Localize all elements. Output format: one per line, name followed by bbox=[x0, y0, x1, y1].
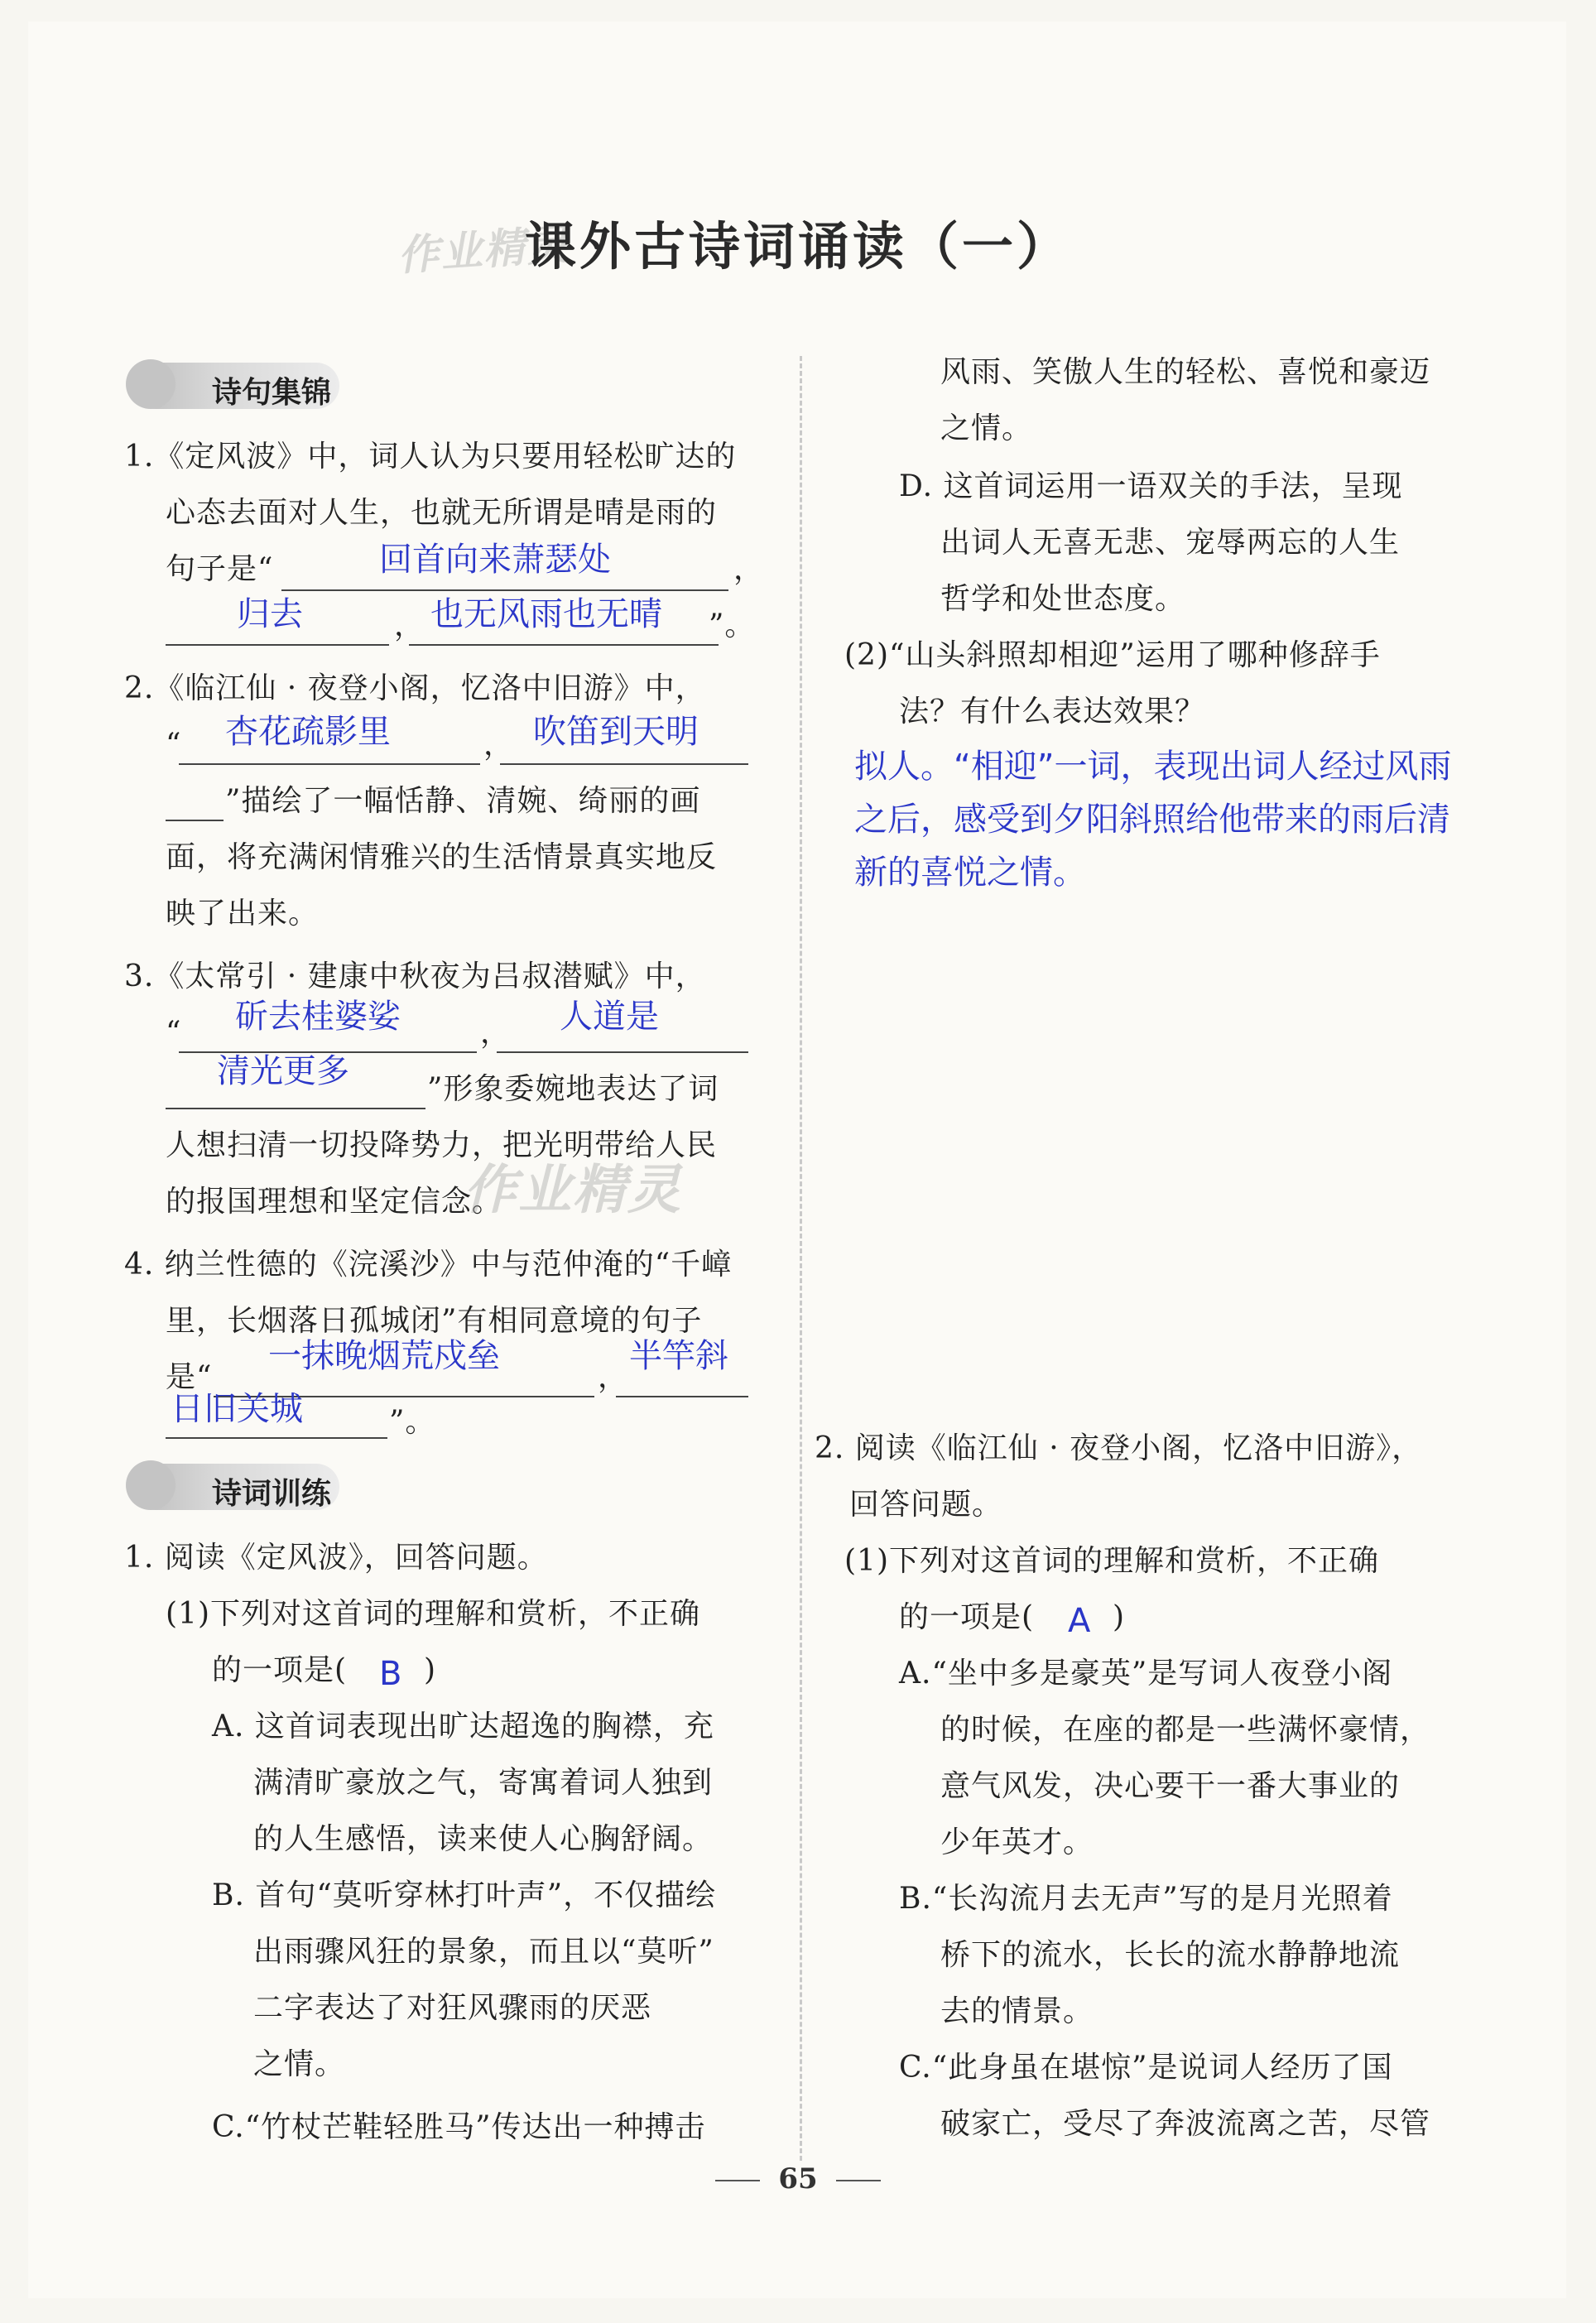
q3-blank2[interactable] bbox=[497, 1051, 748, 1053]
q3-line2-pre: “ bbox=[166, 1016, 182, 1050]
q2-line1: 2.《临江仙 · 夜登小阁，忆洛中旧游》中， bbox=[124, 671, 706, 705]
watermark-mid: 作业精灵 bbox=[464, 1160, 682, 1221]
q2-line2-mid: ， bbox=[483, 728, 515, 762]
t1-optA-line1: A. 这首词表现出旷达超逸的胸襟，充 bbox=[212, 1710, 714, 1743]
t2-s1-answer: A bbox=[1068, 1602, 1091, 1640]
footer-dash-left bbox=[715, 2180, 760, 2181]
t1-optB-line4: 之情。 bbox=[253, 2047, 346, 2081]
t1-optB-line1: B. 首句“莫听穿林打叶声”，不仅描绘 bbox=[212, 1878, 717, 1912]
q2-blank1[interactable] bbox=[179, 763, 480, 765]
q3-answer3: 清光更多 bbox=[217, 1052, 349, 1090]
q4-line3-mid: ， bbox=[598, 1360, 629, 1394]
t2-s1-line1: (1)下列对这首词的理解和赏析，不正确 bbox=[844, 1544, 1379, 1578]
q1-line3-pre: 句子是“ bbox=[166, 552, 274, 586]
t1-head: 1. 阅读《定风波》，回答问题。 bbox=[124, 1541, 548, 1575]
section-badge-circle bbox=[126, 1460, 175, 1510]
section-poem-collection bbox=[132, 358, 348, 412]
q1-blank1[interactable] bbox=[281, 589, 728, 591]
q1-line4-post: ”。 bbox=[709, 608, 756, 642]
q1-blank2[interactable] bbox=[166, 644, 389, 646]
q2-line5: 映了出来。 bbox=[166, 897, 320, 931]
r-s2-answer-line3: 新的喜悦之情。 bbox=[854, 854, 1086, 892]
q2-answer1: 杏花疏影里 bbox=[225, 713, 391, 751]
q2-blank2-cont[interactable] bbox=[166, 820, 224, 821]
t2-optB-line2: 桥下的流水，长长的流水静静地流 bbox=[940, 1938, 1401, 1972]
r-optD-line3: 哲学和处世态度。 bbox=[940, 582, 1186, 616]
q3-answer2: 人道是 bbox=[560, 998, 659, 1036]
r-s2-line1: (2)“山头斜照却相迎”运用了哪种修辞手 bbox=[844, 638, 1381, 672]
q4-line1: 4. 纳兰性德的《浣溪沙》中与范仲淹的“千嶂 bbox=[124, 1248, 733, 1282]
section-title: 诗词训练 bbox=[212, 1477, 332, 1511]
q1-answer3: 也无风雨也无晴 bbox=[430, 595, 662, 633]
q3-answer1: 斫去桂婆娑 bbox=[235, 998, 401, 1036]
q2-line4: 面，将充满闲情雅兴的生活情景真实地反 bbox=[166, 840, 718, 874]
t1-optB-line2: 出雨骤风狂的景象，而且以“莫听” bbox=[253, 1935, 714, 1969]
r-s2-line2: 法？有什么表达效果？ bbox=[899, 695, 1206, 729]
t1-optA-line3: 的人生感悟，读来使人心胸舒阔。 bbox=[253, 1822, 714, 1856]
page-title: 课外古诗词诵读（一） bbox=[524, 216, 1071, 277]
q3-blank3[interactable] bbox=[166, 1108, 425, 1109]
t1-optA-line2: 满清旷豪放之气，寄寓着词人独到 bbox=[253, 1766, 714, 1800]
r-optD-line2: 出词人无喜无悲、宠辱两忘的人生 bbox=[940, 526, 1401, 560]
q4-line3-pre: 是“ bbox=[166, 1360, 213, 1394]
q4-blank3[interactable] bbox=[166, 1437, 387, 1439]
t2-optA-line2: 的时候，在座的都是一些满怀豪情， bbox=[940, 1713, 1431, 1747]
t1-s1-answer: B bbox=[379, 1655, 402, 1693]
t1-optB-line3: 二字表达了对狂风骤雨的厌恶 bbox=[253, 1991, 652, 2025]
q4-line2: 里，长烟落日孤城闭”有相同意境的句子 bbox=[166, 1304, 703, 1338]
t2-head-line2: 回答问题。 bbox=[849, 1488, 1003, 1522]
r-optC-line2: 风雨、笑傲人生的轻松、喜悦和豪迈 bbox=[940, 355, 1431, 389]
q3-line3: ”形象委婉地表达了词 bbox=[427, 1072, 719, 1106]
q1-blank3[interactable] bbox=[409, 644, 719, 646]
t2-optA-line1: A.“坐中多是豪英”是写词人夜登小阁 bbox=[899, 1657, 1393, 1691]
t1-s1-line2-post: ) bbox=[424, 1653, 437, 1687]
t2-optA-line4: 少年英才。 bbox=[940, 1825, 1094, 1859]
t2-head-line1: 2. 阅读《临江仙 · 夜登小阁，忆洛中旧游》， bbox=[815, 1431, 1423, 1465]
page-footer bbox=[0, 2162, 1596, 2196]
r-optD-line1: D. 这首词运用一语双关的手法，呈现 bbox=[899, 469, 1403, 503]
footer-dash-right bbox=[836, 2180, 881, 2181]
q1-line3-post: ， bbox=[733, 552, 765, 586]
q4-line4-post: ”。 bbox=[389, 1405, 436, 1439]
q2-answer2: 吹笛到天明 bbox=[533, 713, 699, 751]
t2-s1-line2-pre: 的一项是( bbox=[899, 1600, 1035, 1634]
section-badge-circle bbox=[126, 359, 175, 409]
t2-optA-line3: 意气风发，决心要干一番大事业的 bbox=[940, 1769, 1401, 1803]
t2-optC-line1: C.“此身虽在堪惊”是说词人经历了国 bbox=[899, 2051, 1393, 2085]
q3-line2-mid: ， bbox=[480, 1016, 512, 1050]
q1-answer2: 归去 bbox=[237, 595, 303, 633]
r-s2-answer-line2: 之后，感受到夕阳斜照给他带来的雨后清 bbox=[854, 801, 1450, 839]
section-poem-training bbox=[132, 1459, 348, 1513]
watermark-top: 作业精灵 bbox=[396, 219, 572, 281]
q4-answer3: 日旧关城 bbox=[171, 1390, 303, 1428]
q2-blank2[interactable] bbox=[500, 763, 748, 765]
section-title: 诗句集锦 bbox=[212, 376, 332, 410]
r-optC-line3: 之情。 bbox=[940, 411, 1033, 445]
q3-line1: 3.《太常引 · 建康中秋夜为吕叔潜赋》中， bbox=[124, 960, 706, 993]
t2-optC-line2: 破家亡，受尽了奔波流离之苦，尽管 bbox=[940, 2107, 1431, 2141]
t1-optC-line1: C.“竹杖芒鞋轻胜马”传达出一种搏击 bbox=[212, 2110, 706, 2144]
q3-line4: 人想扫清一切投降势力，把光明带给人民 bbox=[166, 1128, 718, 1162]
q2-line3: ”描绘了一幅恬静、清婉、绮丽的画 bbox=[225, 784, 701, 818]
t2-s1-line2-post: ) bbox=[1113, 1600, 1126, 1634]
t1-s1-line1: (1)下列对这首词的理解和赏析，不正确 bbox=[166, 1597, 700, 1631]
q3-line5: 的报国理想和坚定信念。 bbox=[166, 1185, 503, 1219]
q1-line4-mid: ， bbox=[394, 608, 425, 642]
column-divider bbox=[800, 356, 802, 2161]
r-s2-answer-line1: 拟人。“相迎”一词，表现出词人经过风雨 bbox=[854, 748, 1452, 786]
q1-line1: 1.《定风波》中，词人认为只要用轻松旷达的 bbox=[124, 440, 737, 474]
q1-answer1: 回首向来萧瑟处 bbox=[379, 541, 611, 579]
q4-answer1: 一抹晚烟荒戍垒 bbox=[268, 1337, 500, 1375]
t1-s1-line2-pre: 的一项是( bbox=[212, 1653, 348, 1687]
q1-line2: 心态去面对人生，也就无所谓是晴是雨的 bbox=[166, 496, 718, 530]
page-number: 65 bbox=[778, 2162, 818, 2196]
t2-optB-line3: 去的情景。 bbox=[940, 1994, 1094, 2028]
t2-optB-line1: B.“长沟流月去无声”写的是月光照着 bbox=[899, 1882, 1393, 1916]
q4-blank2[interactable] bbox=[616, 1396, 748, 1397]
q2-line2-pre: “ bbox=[166, 728, 182, 762]
q4-answer2: 半竿斜 bbox=[629, 1337, 728, 1375]
